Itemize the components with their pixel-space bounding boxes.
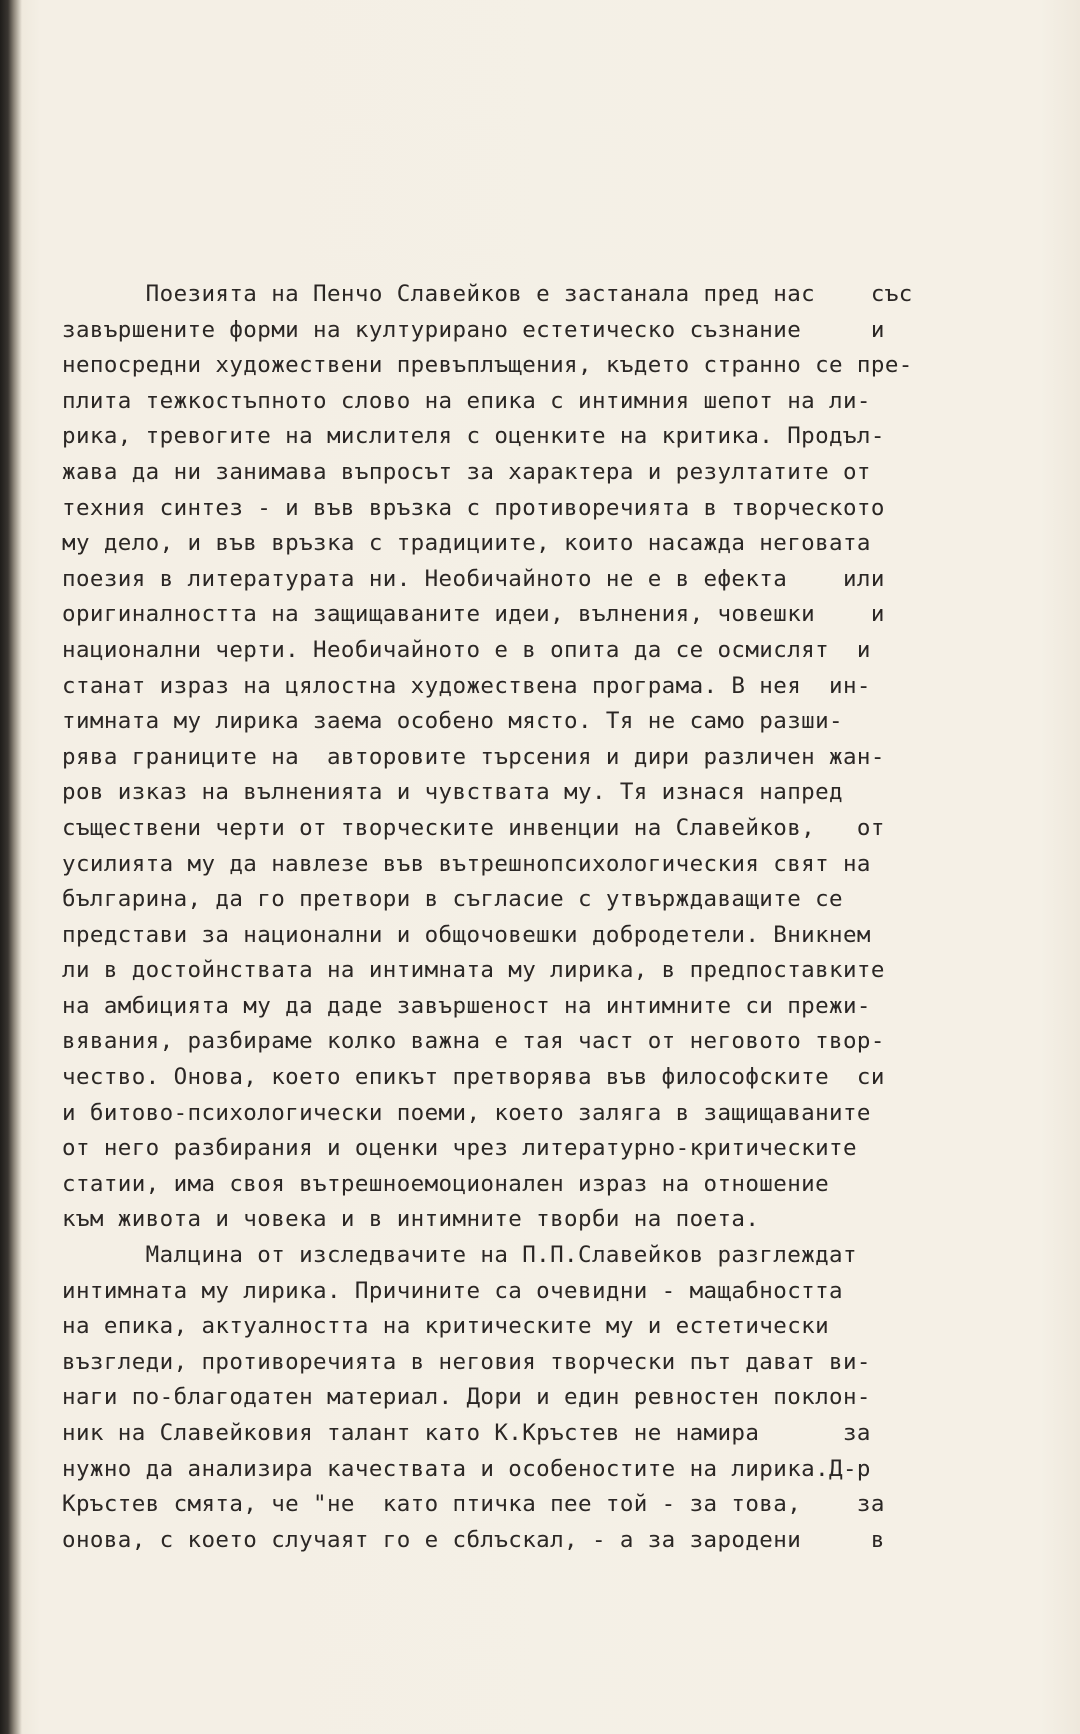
text-line: ник на Славейковия талант като К.Кръстев не намира за bbox=[62, 1420, 871, 1446]
text-line: възгледи, противоречията в неговия творчески път дават ви- bbox=[62, 1348, 871, 1375]
text-line: техния синтез - и във връзка с противоречията в творческото bbox=[62, 494, 885, 521]
text-line: Поезията на Пенчо Славейков е застанала пред нас със bbox=[62, 281, 913, 307]
text-line: му дело, и във връзка с традициите, които насажда неговата bbox=[62, 530, 871, 557]
text-line: съществени черти от творческите инвенции на Славейков, от bbox=[62, 814, 885, 841]
paragraph-2 bbox=[62, 1238, 1027, 1558]
text-line: национални черти. Необичайното е в опита да се осмислят и bbox=[62, 636, 871, 663]
body-text bbox=[62, 277, 1027, 1558]
text-line: рява границите на авторовите търсения и дири различен жан- bbox=[62, 743, 885, 770]
book-spine-shadow bbox=[0, 0, 22, 1734]
text-line: и битово-психологически поеми, което залягa в защищаваните bbox=[62, 1099, 871, 1126]
text-line: ров изказ на вълненията и чувствата му. Тя изнася напред bbox=[62, 779, 843, 806]
paragraph-1 bbox=[62, 277, 1027, 1238]
text-line: станат израз на цялостна художествена програма. В нея ин- bbox=[62, 672, 871, 699]
text-line: чество. Онова, което епикът претворява във философските си bbox=[62, 1064, 885, 1091]
text-line: тимната му лирика заема особено място. Тя не само разши- bbox=[62, 708, 843, 735]
text-line: българина, да го претвори в съгласие с утвърждаващите се bbox=[62, 886, 843, 913]
text-line: Малцина от изследвачите на П.П.Славейков разглеждат bbox=[62, 1242, 857, 1269]
text-line: към живота и човека и в интимните творби на поета. bbox=[62, 1206, 760, 1233]
text-line: плита тежкостъпното слово на епика с интимния шепот на ли- bbox=[62, 387, 871, 414]
text-line: усилията му да навлезе във вътрешнопсихологическия свят на bbox=[62, 850, 871, 877]
text-line: интимната му лирика. Причините са очевидни - мащабността bbox=[62, 1277, 843, 1304]
text-line: от него разбирания и оценки чрез литературно-критическите bbox=[62, 1135, 857, 1162]
text-line: оригиналността на защищаваните идеи, вълнения, човешки и bbox=[62, 601, 885, 628]
text-line: завършените форми на културирано естетическо съзнание и bbox=[62, 316, 885, 343]
text-line: вявания, разбираме колко важна е тая част от неговото твор- bbox=[62, 1028, 885, 1055]
text-line: наги по-благодатен материал. Дори и един ревностен поклон- bbox=[62, 1384, 871, 1411]
text-line: нужно да анализира качествата и особеностите на лирика.Д-р bbox=[62, 1455, 871, 1482]
text-line: поезия в литературата ни. Необичайното не е в ефекта или bbox=[62, 565, 885, 592]
text-line: жава да ни занимава въпросът за характера и резултатите от bbox=[62, 458, 871, 485]
text-line: рика, тревогите на мислителя с оценките на критика. Продъл- bbox=[62, 423, 885, 450]
text-line: статии, има своя вътрешноемоционален израз на отношение bbox=[62, 1170, 830, 1197]
text-line: онова, с което случаят го е сблъскал, - а за зародени в bbox=[62, 1526, 885, 1553]
text-line: на амбицията му да даде завършеност на интимните си прежи- bbox=[62, 992, 871, 1019]
text-line: на епика, актуалността на критическите му и естетически bbox=[62, 1313, 830, 1340]
text-line: ли в достойнствата на интимната му лирика, в предпоставките bbox=[62, 957, 885, 984]
text-line: Кръстев смята, че "не като птичка пее той - за това, за bbox=[62, 1491, 885, 1518]
text-line: представи за национални и общочовешки добродетели. Вникнем bbox=[62, 921, 871, 948]
text-line: непосредни художествени превъплъщения, където странно се пре- bbox=[62, 352, 913, 379]
